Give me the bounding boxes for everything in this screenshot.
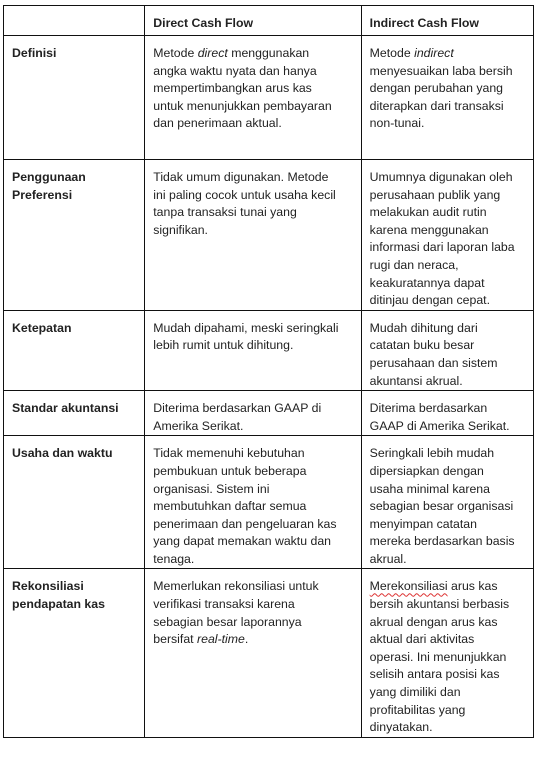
direct-cell: Tidak memenuhi kebutuhan pembukuan untuk beberapa organisasi. Sistem ini membutuhkan daftar semua penerimaan dan pengeluaran kas yang dapat memakan waktu dan tenaga. xyxy=(145,436,361,569)
indirect-cell: Metode indirect menyesuaikan laba bersih dengan perubahan yang diterapkan dari transaksi non-tunai. xyxy=(361,36,533,160)
table-row xyxy=(4,391,534,436)
table-row xyxy=(4,569,534,737)
table-row xyxy=(4,36,534,160)
cash-flow-comparison-table xyxy=(3,5,534,738)
row-label: Ketepatan xyxy=(4,310,145,390)
direct-cell: Memerlukan rekonsiliasi untuk verifikasi transaksi karena sebagian besar laporannya bersifat real-time. xyxy=(145,569,361,737)
indirect-cell: Umumnya digunakan oleh perusahaan publik yang melakukan audit rutin karena menggunakan informasi dari laporan laba rugi dan neraca, keakuratannya dapat ditinjau dengan cepat. xyxy=(361,160,533,311)
indirect-cell: Mudah dihitung dari catatan buku besar perusahaan dan sistem akuntansi akrual. xyxy=(361,310,533,390)
direct-cell: Metode direct menggunakan angka waktu nyata dan hanya mempertimbangkan arus kas untuk menunjukkan pembayaran dan penerimaan aktual. xyxy=(145,36,361,160)
spellcheck-flagged-word: Merekonsiliasi xyxy=(369,579,448,594)
direct-cell: Mudah dipahami, meski seringkali lebih rumit untuk dihitung. xyxy=(145,310,361,390)
direct-cell: Diterima berdasarkan GAAP di Amerika Serikat. xyxy=(145,391,361,436)
table-header-row xyxy=(4,6,534,36)
table-row xyxy=(4,310,534,390)
header-indirect: Indirect Cash Flow xyxy=(361,6,533,36)
row-label: Rekonsiliasi pendapatan kas xyxy=(4,569,145,737)
row-label: Standar akuntansi xyxy=(4,391,145,436)
direct-cell: Tidak umum digunakan. Metode ini paling cocok untuk usaha kecil tanpa transaksi tunai yang signifikan. xyxy=(145,160,361,311)
indirect-cell: Diterima berdasarkan GAAP di Amerika Serikat. xyxy=(361,391,533,436)
table-row xyxy=(4,160,534,311)
table-row xyxy=(4,436,534,569)
header-direct: Direct Cash Flow xyxy=(145,6,361,36)
row-label: Definisi xyxy=(4,36,145,160)
row-label: Usaha dan waktu xyxy=(4,436,145,569)
indirect-cell: Seringkali lebih mudah dipersiapkan dengan usaha minimal karena sebagian besar organisasi menyimpan catatan mereka berdasarkan basis akrual. xyxy=(361,436,533,569)
header-empty-cell xyxy=(4,6,145,36)
indirect-cell: Merekonsiliasi arus kas bersih akuntansi berbasis akrual dengan arus kas aktual dari aktivitas operasi. Ini menunjukkan selisih antara posisi kas yang dimiliki dan profitabilitas yang dinyatakan. xyxy=(361,569,533,737)
row-label: Penggunaan Preferensi xyxy=(4,160,145,311)
